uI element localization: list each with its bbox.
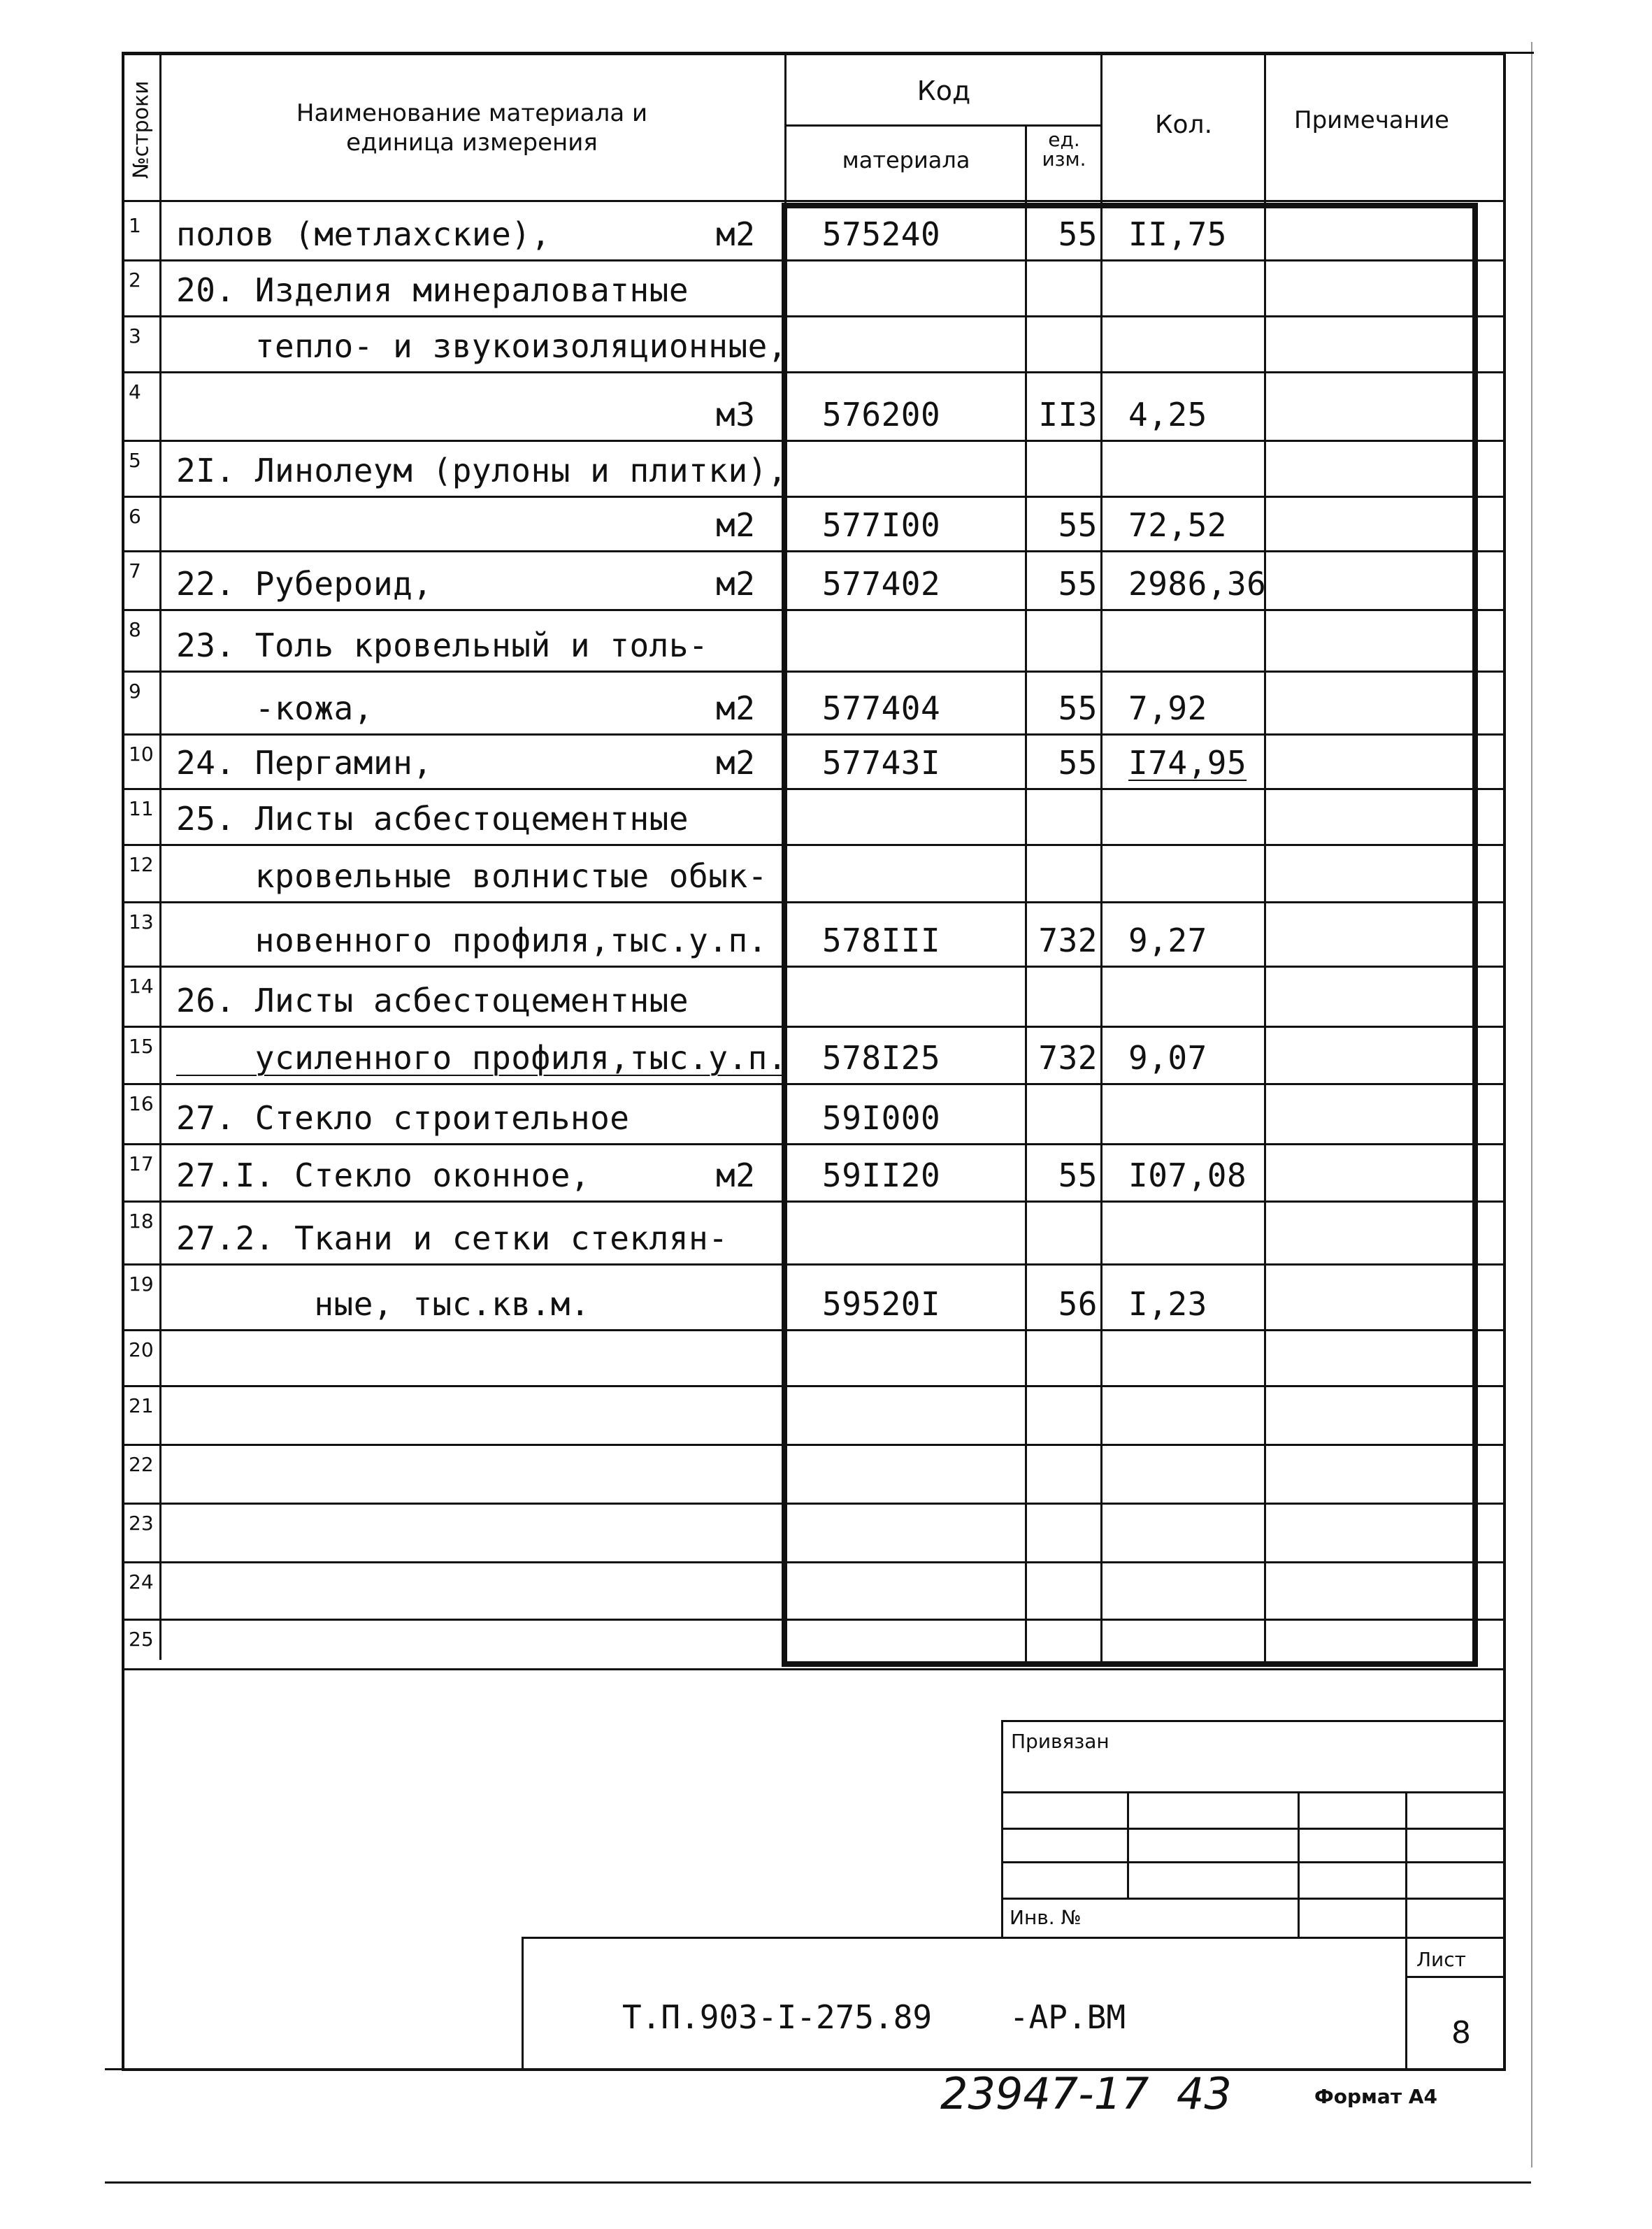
row-number: 6 <box>129 505 141 528</box>
row-number: 2 <box>129 268 141 292</box>
table-row <box>0 1563 1652 1621</box>
material-code: 577404 <box>822 689 941 727</box>
unit-code: 56 <box>1058 1285 1098 1323</box>
quantity: I07,08 <box>1128 1156 1247 1194</box>
unit-code: 55 <box>1058 215 1098 253</box>
row-number: 19 <box>129 1273 154 1296</box>
quantity: II,75 <box>1128 215 1227 253</box>
row-number: 3 <box>129 324 141 347</box>
quantity: 9,07 <box>1128 1039 1207 1077</box>
table-row <box>0 1446 1652 1505</box>
unit-code: 55 <box>1058 744 1098 782</box>
bound-label: Привязан <box>1011 1730 1109 1753</box>
material-name: 27.I. Стекло оконное, <box>176 1156 591 1194</box>
material-name: 22. Рубероид, <box>176 565 433 603</box>
table-bottom-line <box>122 1668 1506 1670</box>
row-number: 10 <box>129 743 154 766</box>
material-name: -кожа, <box>176 689 373 727</box>
header-code-unit: ед. изм. <box>1042 128 1086 171</box>
material-code: 578I25 <box>822 1039 941 1077</box>
quantity: I74,95 <box>1128 744 1247 782</box>
row-number: 18 <box>129 1210 154 1233</box>
material-name: усиленного профиля,тыс.у.п. <box>176 1039 788 1077</box>
material-code: 575240 <box>822 215 941 253</box>
row-number: 25 <box>129 1628 154 1651</box>
header-name-line2: единица измерения <box>346 129 598 157</box>
row-number: 20 <box>129 1338 154 1361</box>
header-code-material: материала <box>842 147 970 173</box>
table-row <box>0 317 1652 373</box>
quantity: 9,27 <box>1128 922 1207 959</box>
header-note: Примечание <box>1294 106 1449 134</box>
material-name: 2I. Линолеум (рулоны и плитки), <box>176 452 788 489</box>
table-row <box>0 207 1652 261</box>
stamp-row1 <box>1001 1791 1506 1793</box>
row-number: 17 <box>129 1152 154 1175</box>
header-qty: Кол. <box>1154 110 1213 139</box>
quantity: 72,52 <box>1128 506 1227 544</box>
material-code: 59I000 <box>822 1099 941 1137</box>
row-number: 5 <box>129 449 141 472</box>
stamp-col3 <box>1405 1791 1407 2071</box>
inv-no-label: Инв. № <box>1010 1906 1082 1929</box>
table-row <box>0 552 1652 611</box>
table-row <box>0 1505 1652 1563</box>
row-number: 21 <box>129 1394 154 1417</box>
header-bottom-line <box>122 200 1506 202</box>
handwritten-number: 23947-17 43 <box>940 2068 1232 2119</box>
header-name-line1: Наименование материала и <box>296 99 648 127</box>
table-row <box>0 1085 1652 1145</box>
format-label: Формат А4 <box>1314 2085 1437 2108</box>
quantity: 7,92 <box>1128 689 1207 727</box>
doc-box-left <box>522 1938 524 2071</box>
table-row <box>0 1387 1652 1446</box>
unit-code: 732 <box>1038 1039 1098 1077</box>
unit-code: 55 <box>1058 565 1098 603</box>
material-name: 25. Листы асбестоцементные <box>176 800 689 838</box>
material-name: 23. Толь кровельный и толь- <box>176 626 709 664</box>
material-code: 59II20 <box>822 1156 941 1194</box>
quantity: 2986,36 <box>1128 565 1267 603</box>
table-row <box>0 1203 1652 1266</box>
row-number: 14 <box>129 975 154 998</box>
unit-code: 55 <box>1058 1156 1098 1194</box>
page-bottom-rule <box>105 2181 1531 2184</box>
quantity: I,23 <box>1128 1285 1207 1323</box>
material-name: ные, тыс.кв.м. <box>176 1285 591 1323</box>
material-name: 24. Пергамин, <box>176 744 433 782</box>
row-number: 24 <box>129 1570 154 1593</box>
material-name: 20. Изделия минераловатные <box>176 271 689 309</box>
table-row <box>0 1028 1652 1085</box>
sheet-label: Лист <box>1416 1948 1466 1971</box>
row-number: 15 <box>129 1035 154 1058</box>
unit-text: м2 <box>716 689 756 727</box>
material-code: 578III <box>822 922 941 959</box>
material-name: 27.2. Ткани и сетки стеклян- <box>176 1219 728 1257</box>
material-code: 57743I <box>822 744 941 782</box>
top-right-tick <box>1506 52 1534 54</box>
col-divider-note-hdr <box>1264 52 1266 206</box>
col-divider-unit-hdr <box>1025 126 1027 206</box>
row-number: 12 <box>129 853 154 876</box>
doc-box-top <box>522 1937 1506 1939</box>
material-name: тепло- и звукоизоляционные, <box>176 327 788 365</box>
table-row <box>0 1331 1652 1387</box>
col-divider-name-hdr <box>784 52 787 206</box>
unit-code: 732 <box>1038 922 1098 959</box>
row-number: 13 <box>129 910 154 933</box>
material-name: полов (метлахские), <box>176 215 551 253</box>
row-number: 1 <box>129 214 141 237</box>
code-hdr-divider <box>784 124 1100 127</box>
material-code: 577402 <box>822 565 941 603</box>
stamp-row2 <box>1001 1828 1506 1830</box>
table-row <box>0 611 1652 673</box>
unit-text: м2 <box>716 1156 756 1194</box>
header-code: Код <box>917 76 971 106</box>
table-row <box>0 1621 1652 1663</box>
stamp-col1 <box>1127 1791 1129 1898</box>
material-name: новенного профиля,тыс.у.п. <box>176 922 768 959</box>
stamp-row3 <box>1001 1861 1506 1863</box>
unit-code: II3 <box>1038 396 1098 433</box>
table-row <box>0 373 1652 442</box>
right-edge-marks <box>1531 42 1532 2167</box>
material-code: 576200 <box>822 396 941 433</box>
sheet-number: 8 <box>1451 2015 1471 2051</box>
sheet-label-divider <box>1405 1976 1506 1978</box>
table-row <box>0 1266 1652 1331</box>
unit-text: м2 <box>716 215 756 253</box>
col-divider-qty-hdr <box>1100 52 1102 206</box>
material-name: 26. Листы асбестоцементные <box>176 982 689 1019</box>
table-row <box>0 442 1652 498</box>
material-name: кровельные волнистые обык- <box>176 857 768 895</box>
unit-text: м2 <box>716 506 756 544</box>
table-row <box>0 673 1652 736</box>
unit-code: 55 <box>1058 689 1098 727</box>
unit-text: м3 <box>716 396 756 433</box>
quantity: 4,25 <box>1128 396 1207 433</box>
unit-text: м2 <box>716 744 756 782</box>
table-row <box>0 903 1652 968</box>
stamp-col2 <box>1298 1791 1300 1938</box>
table-row <box>0 1145 1652 1203</box>
row-number: 16 <box>129 1092 154 1115</box>
row-number: 22 <box>129 1453 154 1476</box>
row-number: 4 <box>129 380 141 403</box>
table-row <box>0 846 1652 903</box>
table-row <box>0 736 1652 790</box>
header-row-number: №строки <box>129 80 154 179</box>
row-number: 8 <box>129 618 141 641</box>
row-number: 9 <box>129 680 141 703</box>
table-row <box>0 968 1652 1028</box>
row-number: 7 <box>129 559 141 582</box>
row-number: 23 <box>129 1512 154 1535</box>
stamp-top <box>1001 1720 1506 1722</box>
material-code: 577I00 <box>822 506 941 544</box>
table-row <box>0 498 1652 552</box>
table-row <box>0 790 1652 846</box>
material-name: 27. Стекло строительное <box>176 1099 630 1137</box>
table-row <box>0 261 1652 317</box>
document-code: Т.П.903-I-275.89 -АР.ВМ <box>622 1998 1126 2036</box>
unit-code: 55 <box>1058 506 1098 544</box>
stamp-row4 <box>1001 1898 1506 1900</box>
material-code: 59520I <box>822 1285 941 1323</box>
unit-text: м2 <box>716 565 756 603</box>
row-number: 11 <box>129 797 154 820</box>
frame-bottom-extension <box>105 2068 1503 2070</box>
